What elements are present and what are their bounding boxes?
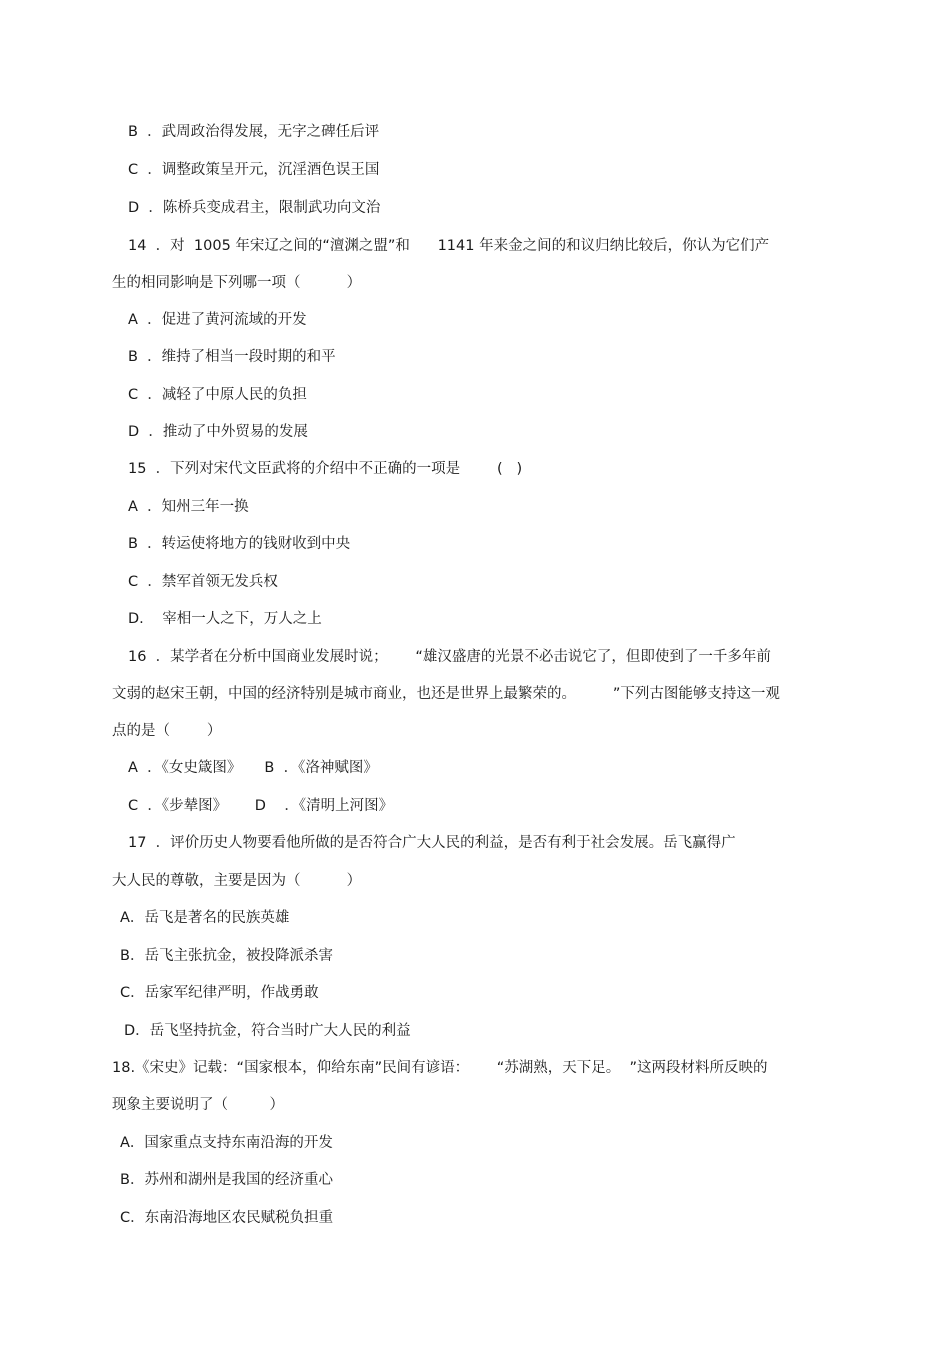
q17-option-d: D．岳飞坚持抗金，符合当时广大人民的利益 — [124, 1023, 411, 1039]
q15-option-c: C ．禁军首领无发兵权 — [128, 574, 278, 590]
q14-option-a: A ．促进了黄河流域的开发 — [128, 312, 307, 328]
q17-option-c: C．岳家军纪律严明，作战勇敢 — [120, 985, 319, 1001]
q18-stem-line-2: 现象主要说明了（ ） — [112, 1097, 284, 1113]
q16-options-cd: C ．《步辇图》 D ．《清明上河图》 — [128, 798, 394, 814]
q14-option-c: C ．减轻了中原人民的负担 — [128, 387, 307, 403]
q15-option-a: A ．知州三年一换 — [128, 499, 249, 515]
q18-option-b: B．苏州和湖州是我国的经济重心 — [120, 1172, 333, 1188]
q18-option-c: C．东南沿海地区农民赋税负担重 — [120, 1210, 334, 1226]
q14-option-b: B ．维持了相当一段时期的和平 — [128, 349, 336, 365]
q16-options-ab: A ．《女史箴图》 B ．《洛神赋图》 — [128, 760, 378, 776]
q18-stem-line-1: 18.《宋史》记载：“国家根本，仰给东南”民间有谚语： “苏湖熟，天下足。 ”这两段材料所反映的 — [112, 1060, 768, 1076]
q17-stem-line-2: 大人民的尊敬，主要是因为（ ） — [112, 873, 362, 889]
q13-option-c: C ．调整政策呈开元，沉淫酒色误王国 — [128, 162, 380, 178]
q17-stem-line-1: 17 ．评价历史人物要看他所做的是否符合广大人民的利益，是否有利于社会发展。岳飞赢得广 — [128, 835, 736, 851]
q17-option-b: B．岳飞主张抗金，被投降派杀害 — [120, 948, 333, 964]
q16-stem-line-2: 文弱的赵宋王朝，中国的经济特别是城市商业，也还是世界上最繁荣的。 ”下列古图能够支持这一观 — [112, 686, 780, 702]
q13-option-d: D ．陈桥兵变成君主，限制武功向文治 — [128, 200, 381, 216]
q13-option-b: B ．武周政治得发展，无字之碑任后评 — [128, 124, 380, 140]
q16-stem-line-3: 点的是（ ） — [112, 723, 222, 739]
q15-stem: 15 ．下列对宋代文臣武将的介绍中不正确的一项是 ( ) — [128, 461, 523, 477]
q18-option-a: A．国家重点支持东南沿海的开发 — [120, 1135, 333, 1151]
q16-stem-line-1: 16 ．某学者在分析中国商业发展时说； “雄汉盛唐的光景不必击说它了，但即使到了一千多年前 — [128, 649, 771, 665]
q15-option-d: D. 宰相一人之下，万人之上 — [128, 611, 322, 627]
q14-stem-line-1: 14 ．对 1005 年宋辽之间的“澶渊之盟”和 1141 年来金之间的和议归纳比较后，你认为它们产 — [128, 238, 770, 254]
q14-stem-line-2: 生的相同影响是下列哪一项（ ） — [112, 275, 362, 291]
q17-option-a: A．岳飞是著名的民族英雄 — [120, 910, 290, 926]
q14-option-d: D ．推动了中外贸易的发展 — [128, 424, 308, 440]
q15-option-b: B ．转运使将地方的钱财收到中央 — [128, 536, 351, 552]
